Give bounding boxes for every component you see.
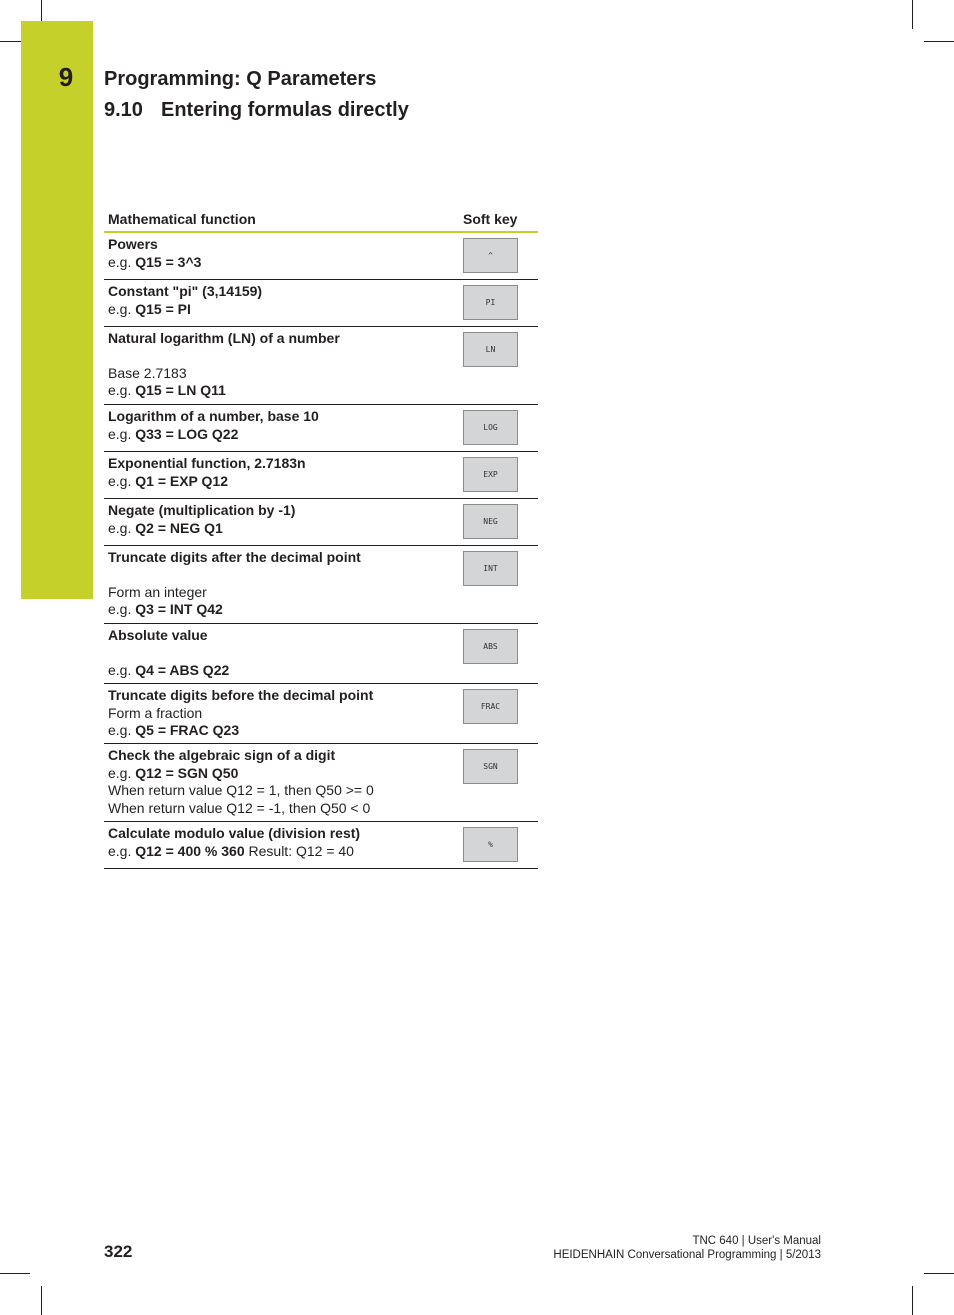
crop-mark	[0, 1273, 30, 1274]
table-row	[104, 499, 538, 546]
example-text: e.g.	[108, 253, 136, 270]
function-example	[108, 662, 454, 680]
function-example	[108, 382, 454, 400]
table-row	[104, 546, 538, 624]
example-code: Q5 = FRAC Q23	[135, 722, 240, 739]
table-row	[104, 452, 538, 499]
softkey-button[interactable]: ^	[463, 238, 518, 273]
section-title	[104, 99, 409, 122]
softkey-button[interactable]: LN	[463, 332, 518, 367]
table-row	[104, 405, 538, 452]
spacer	[108, 567, 454, 584]
function-example	[108, 705, 454, 723]
example-text: Base 2.7183	[108, 364, 187, 381]
table-row	[104, 684, 538, 744]
function-name: Truncate digits before the decimal point	[108, 687, 374, 703]
example-code: Q12 = SGN Q50	[135, 764, 239, 781]
chapter-side-tab	[21, 21, 93, 599]
example-text: e.g.	[108, 842, 136, 859]
example-text: e.g.	[108, 601, 136, 618]
example-code: Q15 = LN Q11	[135, 382, 226, 399]
softkey-button[interactable]: %	[463, 827, 518, 862]
chapter-number: 9	[58, 62, 74, 92]
function-name: Powers	[108, 236, 158, 252]
crop-mark	[924, 41, 954, 42]
function-name: Check the algebraic sign of a digit	[108, 747, 336, 763]
crop-mark	[912, 0, 913, 29]
column-header-function: Mathematical function	[108, 211, 256, 227]
function-cell	[108, 455, 454, 490]
crop-mark	[912, 1286, 913, 1315]
example-code: Q15 = 3^3	[135, 253, 202, 270]
function-example	[108, 301, 454, 319]
math-function-table	[104, 208, 538, 869]
page-number: 322	[104, 1242, 133, 1261]
softkey-button[interactable]: PI	[463, 285, 518, 320]
function-name: Constant "pi" (3,14159)	[108, 283, 263, 299]
example-text: Form a fraction	[108, 704, 203, 721]
function-cell	[108, 502, 454, 537]
example-text: e.g.	[108, 519, 136, 536]
function-cell	[108, 549, 454, 619]
softkey-button[interactable]: FRAC	[463, 689, 518, 724]
function-example	[108, 601, 454, 619]
function-cell	[108, 283, 454, 318]
function-example	[108, 782, 454, 800]
function-cell	[108, 825, 454, 860]
function-example	[108, 843, 454, 861]
example-result: Result: Q12 = 40	[244, 842, 354, 859]
crop-mark	[924, 1273, 954, 1274]
example-text: e.g.	[108, 425, 136, 442]
footer-publication-info: HEIDENHAIN Conversational Programming | 5/2013	[553, 1249, 821, 1261]
function-name: Natural logarithm (LN) of a number	[108, 330, 340, 346]
function-name: Truncate digits after the decimal point	[108, 549, 361, 565]
example-text: e.g.	[108, 472, 136, 489]
function-name: Logarithm of a number, base 10	[108, 408, 319, 424]
softkey-button[interactable]: SGN	[463, 749, 518, 784]
example-code: Q33 = LOG Q22	[135, 425, 239, 442]
function-example	[108, 800, 454, 818]
softkey-button[interactable]: INT	[463, 551, 518, 586]
table-body	[104, 233, 538, 869]
function-cell	[108, 747, 454, 817]
chapter-title: Programming: Q Parameters	[104, 68, 377, 90]
function-example	[108, 254, 454, 272]
table-row	[104, 280, 538, 327]
function-example	[108, 473, 454, 491]
table-row	[104, 744, 538, 822]
softkey-button[interactable]: NEG	[463, 504, 518, 539]
function-example	[108, 520, 454, 538]
softkey-button[interactable]: ABS	[463, 629, 518, 664]
section-number: 9.10	[104, 99, 143, 121]
function-cell	[108, 330, 454, 400]
function-example	[108, 584, 454, 602]
example-code: Q3 = INT Q42	[135, 601, 223, 618]
example-text: e.g.	[108, 722, 136, 739]
function-name: Exponential function, 2.7183n	[108, 455, 306, 471]
spacer	[108, 348, 454, 365]
table-row	[104, 822, 538, 869]
section-title-text: Entering formulas directly	[161, 99, 409, 121]
function-cell	[108, 236, 454, 271]
example-text: When return value Q12 = -1, then Q50 < 0	[108, 799, 371, 816]
example-code: Q2 = NEG Q1	[135, 519, 223, 536]
example-text: e.g.	[108, 382, 136, 399]
function-example	[108, 722, 454, 740]
column-header-softkey: Soft key	[463, 211, 518, 227]
table-row	[104, 624, 538, 684]
function-example	[108, 365, 454, 383]
crop-mark	[41, 1286, 42, 1315]
example-text: When return value Q12 = 1, then Q50 >= 0	[108, 782, 374, 799]
softkey-button[interactable]: EXP	[463, 457, 518, 492]
example-text: e.g.	[108, 764, 136, 781]
function-example	[108, 765, 454, 783]
table-header	[104, 208, 538, 233]
example-text: e.g.	[108, 661, 136, 678]
function-name: Calculate modulo value (division rest)	[108, 825, 361, 841]
function-example	[108, 426, 454, 444]
spacer	[108, 645, 454, 662]
table-row	[104, 327, 538, 405]
function-cell	[108, 408, 454, 443]
softkey-button[interactable]: LOG	[463, 410, 518, 445]
function-cell	[108, 627, 454, 679]
function-cell	[108, 687, 454, 740]
example-code: Q4 = ABS Q22	[135, 661, 230, 678]
example-code: Q15 = PI	[135, 300, 191, 317]
table-row	[104, 233, 538, 280]
function-name: Absolute value	[108, 627, 208, 643]
example-code: Q12 = 400 % 360	[135, 842, 245, 859]
footer-manual-title: TNC 640 | User's Manual	[692, 1235, 821, 1247]
function-name: Negate (multiplication by -1)	[108, 502, 296, 518]
example-text: e.g.	[108, 300, 136, 317]
example-code: Q1 = EXP Q12	[135, 472, 228, 489]
example-text: Form an integer	[108, 583, 207, 600]
